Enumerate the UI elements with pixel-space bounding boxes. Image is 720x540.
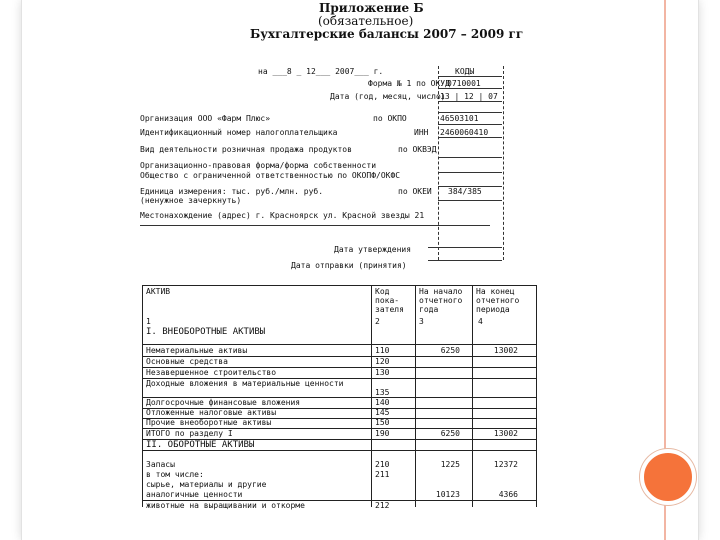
row-code: 210 xyxy=(375,460,390,469)
column-header-asset: АКТИВ xyxy=(146,287,171,296)
okud-value: 0710001 xyxy=(447,79,481,88)
row-start-value: 6250 xyxy=(440,346,460,355)
inn-label: Идентификационный номер налогоплательщика xyxy=(140,128,338,137)
okei-label: по ОКЕИ xyxy=(398,187,432,196)
row-code: 130 xyxy=(375,368,390,377)
codes-divider xyxy=(428,260,502,261)
okved-label: по ОКВЭД xyxy=(398,145,437,154)
row-name: Прочие внеоборотные активы xyxy=(146,418,272,427)
accent-circle xyxy=(640,449,696,505)
address-underline xyxy=(140,225,490,226)
column-header-start: На начало отчетного года xyxy=(419,287,463,314)
row-end-value: 13002 xyxy=(493,429,518,438)
codes-divider xyxy=(438,124,502,125)
okpo-label: по ОКПО xyxy=(373,114,407,123)
activity-label: Вид деятельности розничная продажа продуктов xyxy=(140,145,352,154)
codes-divider xyxy=(438,112,502,113)
row-start-value: 1225 xyxy=(440,460,460,469)
slide-frame xyxy=(22,0,698,540)
column-header-end: На конец отчетного периода xyxy=(476,287,520,314)
column-header-code: Код пока-зателя xyxy=(375,287,404,314)
codes-divider xyxy=(438,157,502,158)
codes-divider xyxy=(438,200,502,201)
row-code: 150 xyxy=(375,418,390,427)
codes-divider xyxy=(438,137,502,138)
row-code: 190 xyxy=(375,429,390,438)
row-end-value: 4366 xyxy=(498,490,518,499)
row-name: Отложенные налоговые активы xyxy=(146,408,277,417)
row-name: Нематериальные активы xyxy=(146,346,248,355)
index-cell: 1 xyxy=(146,317,151,326)
legal-form-value: Общество с ограниченной ответственностью по ОКОПФ/ОКФС xyxy=(140,171,401,180)
codes-divider xyxy=(438,101,502,102)
row-name: Основные средства xyxy=(146,357,228,366)
codes-divider xyxy=(438,76,502,77)
row-end-value: 12372 xyxy=(493,460,518,469)
unit-note: (ненужное зачеркнуть) xyxy=(140,196,242,205)
date-label: Дата (год, месяц, число) xyxy=(330,92,446,101)
row-name: сырье, материалы и другие xyxy=(146,480,267,489)
row-start-value: 6250 xyxy=(440,429,460,438)
codes-divider xyxy=(438,172,502,173)
row-name: животные на выращивании и откорме xyxy=(146,501,305,510)
row-end-value: 13002 xyxy=(493,346,518,355)
row-code: 120 xyxy=(375,357,390,366)
okei-value: 384/385 xyxy=(448,187,482,196)
organization-label: Организация ООО «Фарм Плюс» xyxy=(140,114,271,123)
index-cell: 4 xyxy=(478,317,483,326)
report-date-line: на ___8 _ 12___ 2007___ г. xyxy=(258,67,384,76)
row-code: 212 xyxy=(375,501,390,510)
okud-label: Форма № 1 по ОКУД xyxy=(368,79,450,88)
row-code: 110 xyxy=(375,346,390,355)
row-name: в том числе: xyxy=(146,470,204,479)
row-code: 145 xyxy=(375,408,390,417)
address-label: Местонахождение (адрес) г. Красноярск ул. Красной звезды 21 xyxy=(140,211,425,220)
date-value: 13 | 12 | 07 xyxy=(440,92,498,101)
index-cell: 2 xyxy=(375,317,380,326)
row-code: 211 xyxy=(375,470,390,479)
row-name: Запасы xyxy=(146,460,175,469)
codes-label: КОДЫ xyxy=(455,67,475,76)
inn-short-label: ИНН xyxy=(414,128,429,137)
section-heading: II. ОБОРОТНЫЕ АКТИВЫ xyxy=(146,440,255,450)
approval-date-label: Дата утверждения xyxy=(334,245,412,254)
row-name: аналогичные ценности xyxy=(146,490,243,499)
unit-label: Единица измерения: тыс. руб./млн. руб. xyxy=(140,187,324,196)
row-name: Незавершенное строительство xyxy=(146,368,277,377)
codes-divider xyxy=(428,247,502,248)
row-name: Долгосрочные финансовые вложения xyxy=(146,398,301,407)
row-code: 135 xyxy=(375,388,390,397)
row-start-value: 10123 xyxy=(435,490,460,499)
appendix-title: Приложение Б xyxy=(319,1,424,15)
appendix-subtitle: (обязательное) xyxy=(318,14,414,28)
sent-date-label: Дата отправки (принятия) xyxy=(291,261,407,270)
okpo-value: 46503101 xyxy=(440,114,479,123)
row-code: 140 xyxy=(375,398,390,407)
inn-value: 2460060410 xyxy=(440,128,489,137)
index-cell: 3 xyxy=(419,317,424,326)
section-heading: I. ВНЕОБОРОТНЫЕ АКТИВЫ xyxy=(146,327,266,337)
legal-form-label: Организационно-правовая форма/форма собственности xyxy=(140,161,377,170)
codes-divider xyxy=(438,88,502,89)
row-name: Доходные вложения в материальные ценности xyxy=(146,379,344,388)
document-title: Бухгалтерские балансы 2007 – 2009 гг xyxy=(250,27,524,41)
row-name: ИТОГО по разделу I xyxy=(146,429,233,438)
